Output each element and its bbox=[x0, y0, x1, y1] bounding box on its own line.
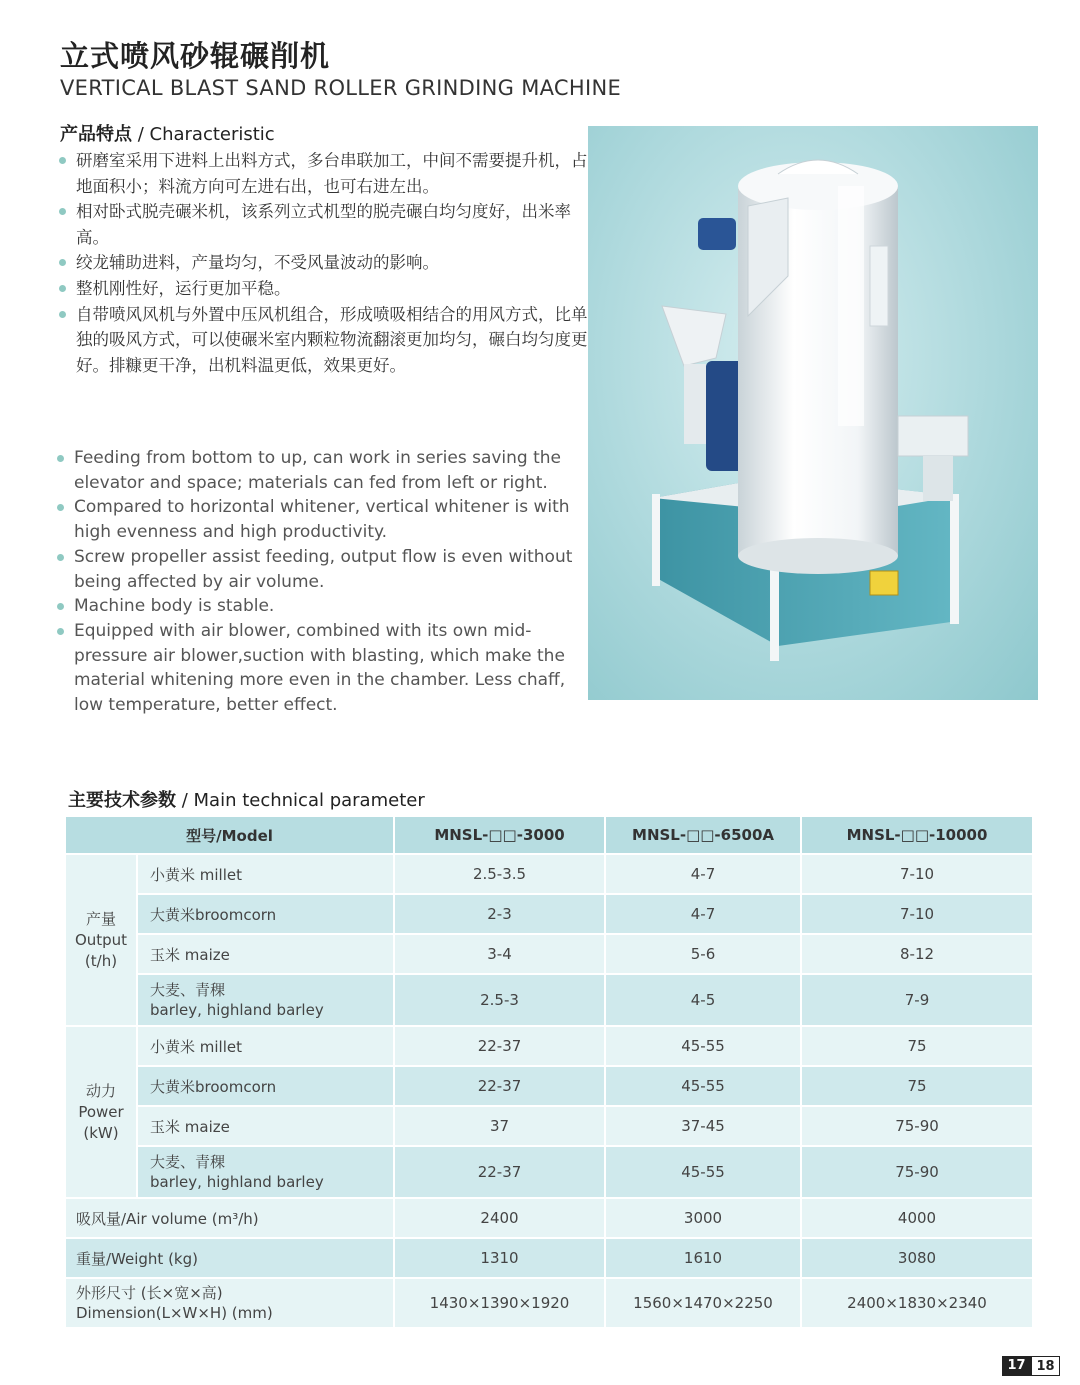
parameter-heading-en: / Main technical parameter bbox=[176, 790, 425, 811]
table-row bbox=[65, 934, 1033, 974]
table-cell: 3080 bbox=[801, 1238, 1033, 1278]
header-model: 型号/Model bbox=[65, 816, 394, 854]
table-cell: 75-90 bbox=[801, 1146, 1033, 1198]
table-cell: 1610 bbox=[605, 1238, 801, 1278]
power-group-label: 动力 Power (kW) bbox=[65, 1026, 137, 1198]
table-cell: 1310 bbox=[394, 1238, 605, 1278]
characteristic-item-cn: 整机刚性好，运行更加平稳。 bbox=[58, 276, 588, 302]
table-cell: 4-5 bbox=[605, 974, 801, 1026]
table-cell: 75 bbox=[801, 1026, 1033, 1066]
characteristic-heading-en: / Characteristic bbox=[132, 124, 275, 145]
table-cell: 37-45 bbox=[605, 1106, 801, 1146]
output-group-label: 产量 Output (t/h) bbox=[65, 854, 137, 1026]
header-model-10000: MNSL-□□-10000 bbox=[801, 816, 1033, 854]
table-row bbox=[65, 854, 1033, 894]
table-cell: 7-10 bbox=[801, 854, 1033, 894]
table-cell: 4-7 bbox=[605, 854, 801, 894]
table-cell: 7-10 bbox=[801, 894, 1033, 934]
table-cell: 75-90 bbox=[801, 1106, 1033, 1146]
characteristic-heading bbox=[60, 120, 275, 146]
characteristic-list-cn bbox=[58, 148, 588, 378]
page-numbers bbox=[1002, 1356, 1060, 1376]
parameter-heading-cn: 主要技术参数 bbox=[68, 790, 176, 811]
parameter-table bbox=[64, 815, 1034, 1329]
header-model-6500a: MNSL-□□-6500A bbox=[605, 816, 801, 854]
table-cell: 22-37 bbox=[394, 1026, 605, 1066]
table-cell: 2.5-3.5 bbox=[394, 854, 605, 894]
table-row bbox=[65, 1198, 1033, 1238]
characteristic-item-cn: 自带喷风风机与外置中压风机组合，形成喷吸相结合的用风方式，比单独的吸风方式，可以使碾米室内颗粒物流翻滚更加均匀，碾白均匀度更好。排糠更干净，出机料温更低，效果更好。 bbox=[58, 302, 588, 379]
table-cell: 45-55 bbox=[605, 1026, 801, 1066]
row-label: 重量/Weight (kg) bbox=[65, 1238, 394, 1278]
table-row bbox=[65, 1066, 1033, 1106]
table-row bbox=[65, 894, 1033, 934]
table-cell: 2.5-3 bbox=[394, 974, 605, 1026]
characteristic-item-en: Feeding from bottom to up, can work in series saving the elevator and space; materials can fed from left or right. bbox=[56, 446, 586, 495]
characteristic-item-cn: 研磨室采用下进料上出料方式，多台串联加工，中间不需要提升机，占地面积小；料流方向可左进右出，也可右进左出。 bbox=[58, 148, 588, 199]
row-label: 玉米 maize bbox=[137, 934, 394, 974]
table-cell: 2-3 bbox=[394, 894, 605, 934]
row-label: 大麦、青稞 barley, highland barley bbox=[137, 1146, 394, 1198]
row-label: 小黄米 millet bbox=[137, 854, 394, 894]
row-label: 玉米 maize bbox=[137, 1106, 394, 1146]
characteristic-item-cn: 绞龙辅助进料，产量均匀，不受风量波动的影响。 bbox=[58, 250, 588, 276]
row-label: 小黄米 millet bbox=[137, 1026, 394, 1066]
characteristic-item-en: Compared to horizontal whitener, vertical whitener is with high evenness and high productivity. bbox=[56, 495, 586, 544]
table-cell: 1560×1470×2250 bbox=[605, 1278, 801, 1328]
table-row bbox=[65, 974, 1033, 1026]
row-label: 大黄米broomcorn bbox=[137, 1066, 394, 1106]
table-row bbox=[65, 1106, 1033, 1146]
table-cell: 8-12 bbox=[801, 934, 1033, 974]
characteristic-item-en: Screw propeller assist feeding, output flow is even without being affected by air volume. bbox=[56, 545, 586, 594]
table-cell: 2400×1830×2340 bbox=[801, 1278, 1033, 1328]
table-cell: 22-37 bbox=[394, 1146, 605, 1198]
row-label: 外形尺寸 (长×宽×高) Dimension(L×W×H) (mm) bbox=[65, 1278, 394, 1328]
table-cell: 1430×1390×1920 bbox=[394, 1278, 605, 1328]
table-cell: 3000 bbox=[605, 1198, 801, 1238]
characteristic-item-en: Machine body is stable. bbox=[56, 594, 586, 619]
table-header-row bbox=[65, 816, 1033, 854]
row-label: 大黄米broomcorn bbox=[137, 894, 394, 934]
table-cell: 2400 bbox=[394, 1198, 605, 1238]
page-title-en: VERTICAL BLAST SAND ROLLER GRINDING MACHINE bbox=[60, 76, 622, 100]
table-cell: 45-55 bbox=[605, 1066, 801, 1106]
row-label: 大麦、青稞 barley, highland barley bbox=[137, 974, 394, 1026]
table-row bbox=[65, 1238, 1033, 1278]
characteristic-heading-cn: 产品特点 bbox=[60, 124, 132, 145]
table-row bbox=[65, 1026, 1033, 1066]
table-cell: 45-55 bbox=[605, 1146, 801, 1198]
table-cell: 37 bbox=[394, 1106, 605, 1146]
page-title-cn: 立式喷风砂辊碾削机 bbox=[60, 39, 331, 73]
table-cell: 4-7 bbox=[605, 894, 801, 934]
characteristic-list-en bbox=[56, 446, 586, 718]
parameter-heading bbox=[68, 786, 425, 812]
page-number-left: 17 bbox=[1002, 1356, 1031, 1376]
machine-photo bbox=[588, 126, 1038, 700]
table-cell: 22-37 bbox=[394, 1066, 605, 1106]
table-row bbox=[65, 1146, 1033, 1198]
table-cell: 75 bbox=[801, 1066, 1033, 1106]
table-cell: 3-4 bbox=[394, 934, 605, 974]
machine-illustration bbox=[588, 126, 1038, 700]
page-number-right: 18 bbox=[1031, 1356, 1060, 1376]
table-cell: 7-9 bbox=[801, 974, 1033, 1026]
characteristic-item-cn: 相对卧式脱壳碾米机，该系列立式机型的脱壳碾白均匀度好，出米率高。 bbox=[58, 199, 588, 250]
table-cell: 5-6 bbox=[605, 934, 801, 974]
header-model-3000: MNSL-□□-3000 bbox=[394, 816, 605, 854]
characteristic-item-en: Equipped with air blower, combined with its own mid-pressure air blower,suction with blasting, which make the material whitening more even in the chamber. Less chaff, low temperature, better effect. bbox=[56, 619, 586, 718]
table-row bbox=[65, 1278, 1033, 1328]
row-label: 吸风量/Air volume (m³/h) bbox=[65, 1198, 394, 1238]
table-cell: 4000 bbox=[801, 1198, 1033, 1238]
